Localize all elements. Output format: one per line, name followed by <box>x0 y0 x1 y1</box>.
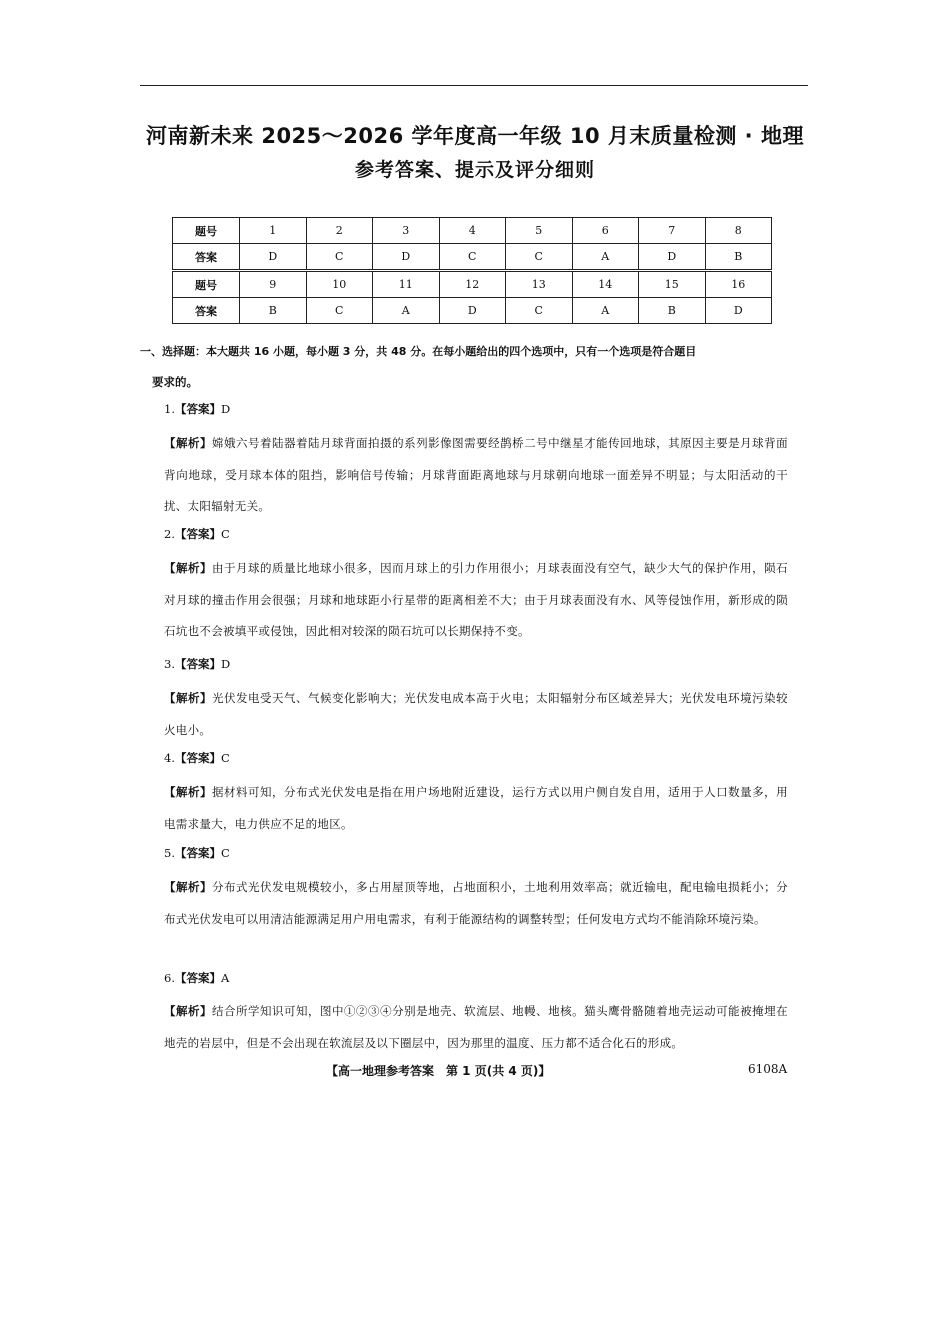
row-label-answer: 答案 <box>173 244 240 271</box>
question-number: 2. <box>164 527 175 541</box>
row-label-number: 题号 <box>173 218 240 244</box>
answer-value: A <box>220 971 230 985</box>
question-number: 1. <box>164 402 175 416</box>
table-cell: 12 <box>439 271 506 298</box>
explanation-text: 结合所学知识可知，图中①②③④分别是地壳、软流层、地幔、地核。猫头鹰骨骼随着地壳运动可能被掩埋在地壳的岩层中，但是不会出现在软流层及以下圈层中，因为那里的温度、压力都不适合化石的形成。 <box>164 1004 788 1050</box>
question-2-explanation <box>164 553 788 648</box>
question-4-answer <box>164 750 788 766</box>
explanation-text: 嫦娥六号着陆器着陆月球背面拍摄的系列影像图需要经鹊桥二号中继星才能传回地球，其原因主要是月球背面背向地球，受月球本体的阻挡，影响信号传输；月球背面距离地球与月球朝向地球一面差异不明显；与太阳活动的干扰、太阳辐射无关。 <box>164 436 788 513</box>
answer-value: C <box>220 527 230 541</box>
footer-page-info: 【高一地理参考答案 第 1 页(共 4 页)】 <box>326 1064 551 1078</box>
explain-tag: 【解析】 <box>164 1004 213 1018</box>
explanation-text: 分布式光伏发电规模较小，多占用屋顶等地，占地面积小，土地利用效率高；就近输电，配电输电损耗小；分布式光伏发电可以用清洁能源满足用户用电需求，有利于能源结构的调整转型；任何发电方式均不能消除环境污染。 <box>164 880 788 926</box>
table-cell: D <box>240 244 307 271</box>
section-heading-cont: 要求的。 <box>152 375 198 389</box>
answer-value: D <box>220 402 231 416</box>
question-number: 6. <box>164 971 175 985</box>
table-cell: A <box>373 298 440 324</box>
question-2-answer <box>164 526 788 542</box>
table-cell: 14 <box>572 271 639 298</box>
table-cell: 6 <box>572 218 639 244</box>
answer-tag: 【答案】 <box>174 846 221 860</box>
table-cell: D <box>705 298 772 324</box>
question-5-answer <box>164 845 788 861</box>
question-6-explanation <box>164 996 788 1059</box>
table-cell: 3 <box>373 218 440 244</box>
table-cell: D <box>639 244 706 271</box>
question-number: 4. <box>164 751 175 765</box>
question-number: 5. <box>164 846 175 860</box>
answer-tag: 【答案】 <box>174 657 221 671</box>
question-4-explanation <box>164 777 788 840</box>
explanation-text: 由于月球的质量比地球小很多，因而月球上的引力作用很小；月球表面没有空气，缺少大气的保护作用，陨石对月球的撞击作用会很强；月球和地球距小行星带的距离相差不大；由于月球表面没有水、风等侵蚀作用，新形成的陨石坑也不会被填平或侵蚀，因此相对较深的陨石坑可以长期保持不变。 <box>164 561 788 638</box>
question-6-answer <box>164 970 788 986</box>
page-title: 河南新未来 2025～2026 学年度高一年级 10 月末质量检测 · 地理 <box>146 124 804 148</box>
table-row-answers-2 <box>173 298 772 324</box>
table-cell: 7 <box>639 218 706 244</box>
explanation-text: 据材料可知，分布式光伏发电是指在用户场地附近建设，运行方式以用户侧自发自用，适用于人口数量多，用电需求量大，电力供应不足的地区。 <box>164 785 788 831</box>
table-cell: 13 <box>506 271 573 298</box>
page-subtitle: 参考答案、提示及评分细则 <box>354 159 595 181</box>
table-cell: 11 <box>373 271 440 298</box>
explain-tag: 【解析】 <box>164 880 213 894</box>
table-cell: 2 <box>306 218 373 244</box>
answer-value: C <box>220 846 230 860</box>
question-3-answer <box>164 656 788 672</box>
table-cell: 5 <box>506 218 573 244</box>
table-cell: 16 <box>705 271 772 298</box>
answer-tag: 【答案】 <box>174 751 221 765</box>
table-cell: C <box>306 244 373 271</box>
answer-tag: 【答案】 <box>174 527 221 541</box>
table-cell: A <box>572 298 639 324</box>
table-cell: 9 <box>240 271 307 298</box>
table-cell: C <box>506 298 573 324</box>
table-cell: 10 <box>306 271 373 298</box>
explain-tag: 【解析】 <box>164 436 213 450</box>
table-cell: A <box>572 244 639 271</box>
explain-tag: 【解析】 <box>164 785 213 799</box>
table-cell: 8 <box>705 218 772 244</box>
table-cell: 1 <box>240 218 307 244</box>
answer-value: C <box>220 751 230 765</box>
table-cell: B <box>639 298 706 324</box>
question-5-explanation <box>164 872 788 935</box>
table-row-numbers-1 <box>173 218 772 244</box>
row-label-number: 题号 <box>173 271 240 298</box>
answer-value: D <box>220 657 231 671</box>
table-cell: B <box>705 244 772 271</box>
table-cell: C <box>306 298 373 324</box>
explanation-text: 光伏发电受天气、气候变化影响大；光伏发电成本高于火电；太阳辐射分布区域差异大；光伏发电环境污染较火电小。 <box>164 691 788 737</box>
answer-tag: 【答案】 <box>174 971 221 985</box>
table-cell: C <box>439 244 506 271</box>
explain-tag: 【解析】 <box>164 691 213 705</box>
question-1-explanation <box>164 428 788 523</box>
explain-tag: 【解析】 <box>164 561 213 575</box>
table-cell: 15 <box>639 271 706 298</box>
table-row-numbers-2 <box>173 271 772 298</box>
answer-tag: 【答案】 <box>174 402 221 416</box>
question-1-answer <box>164 401 788 417</box>
section-heading-line: 一、选择题：本大题共 16 小题，每小题 3 分，共 48 分。在每小题给出的四个选项中，只有一个选项是符合题目 <box>140 345 697 358</box>
table-cell: D <box>439 298 506 324</box>
table-cell: B <box>240 298 307 324</box>
answer-key-table <box>172 217 772 324</box>
table-cell: C <box>506 244 573 271</box>
table-row-answers-1 <box>173 244 772 271</box>
table-cell: 4 <box>439 218 506 244</box>
question-3-explanation <box>164 683 788 746</box>
top-rule <box>140 85 808 86</box>
question-number: 3. <box>164 657 175 671</box>
section-heading <box>140 337 800 397</box>
footer-code: 6108A <box>748 1062 788 1076</box>
row-label-answer: 答案 <box>173 298 240 324</box>
table-cell: D <box>373 244 440 271</box>
